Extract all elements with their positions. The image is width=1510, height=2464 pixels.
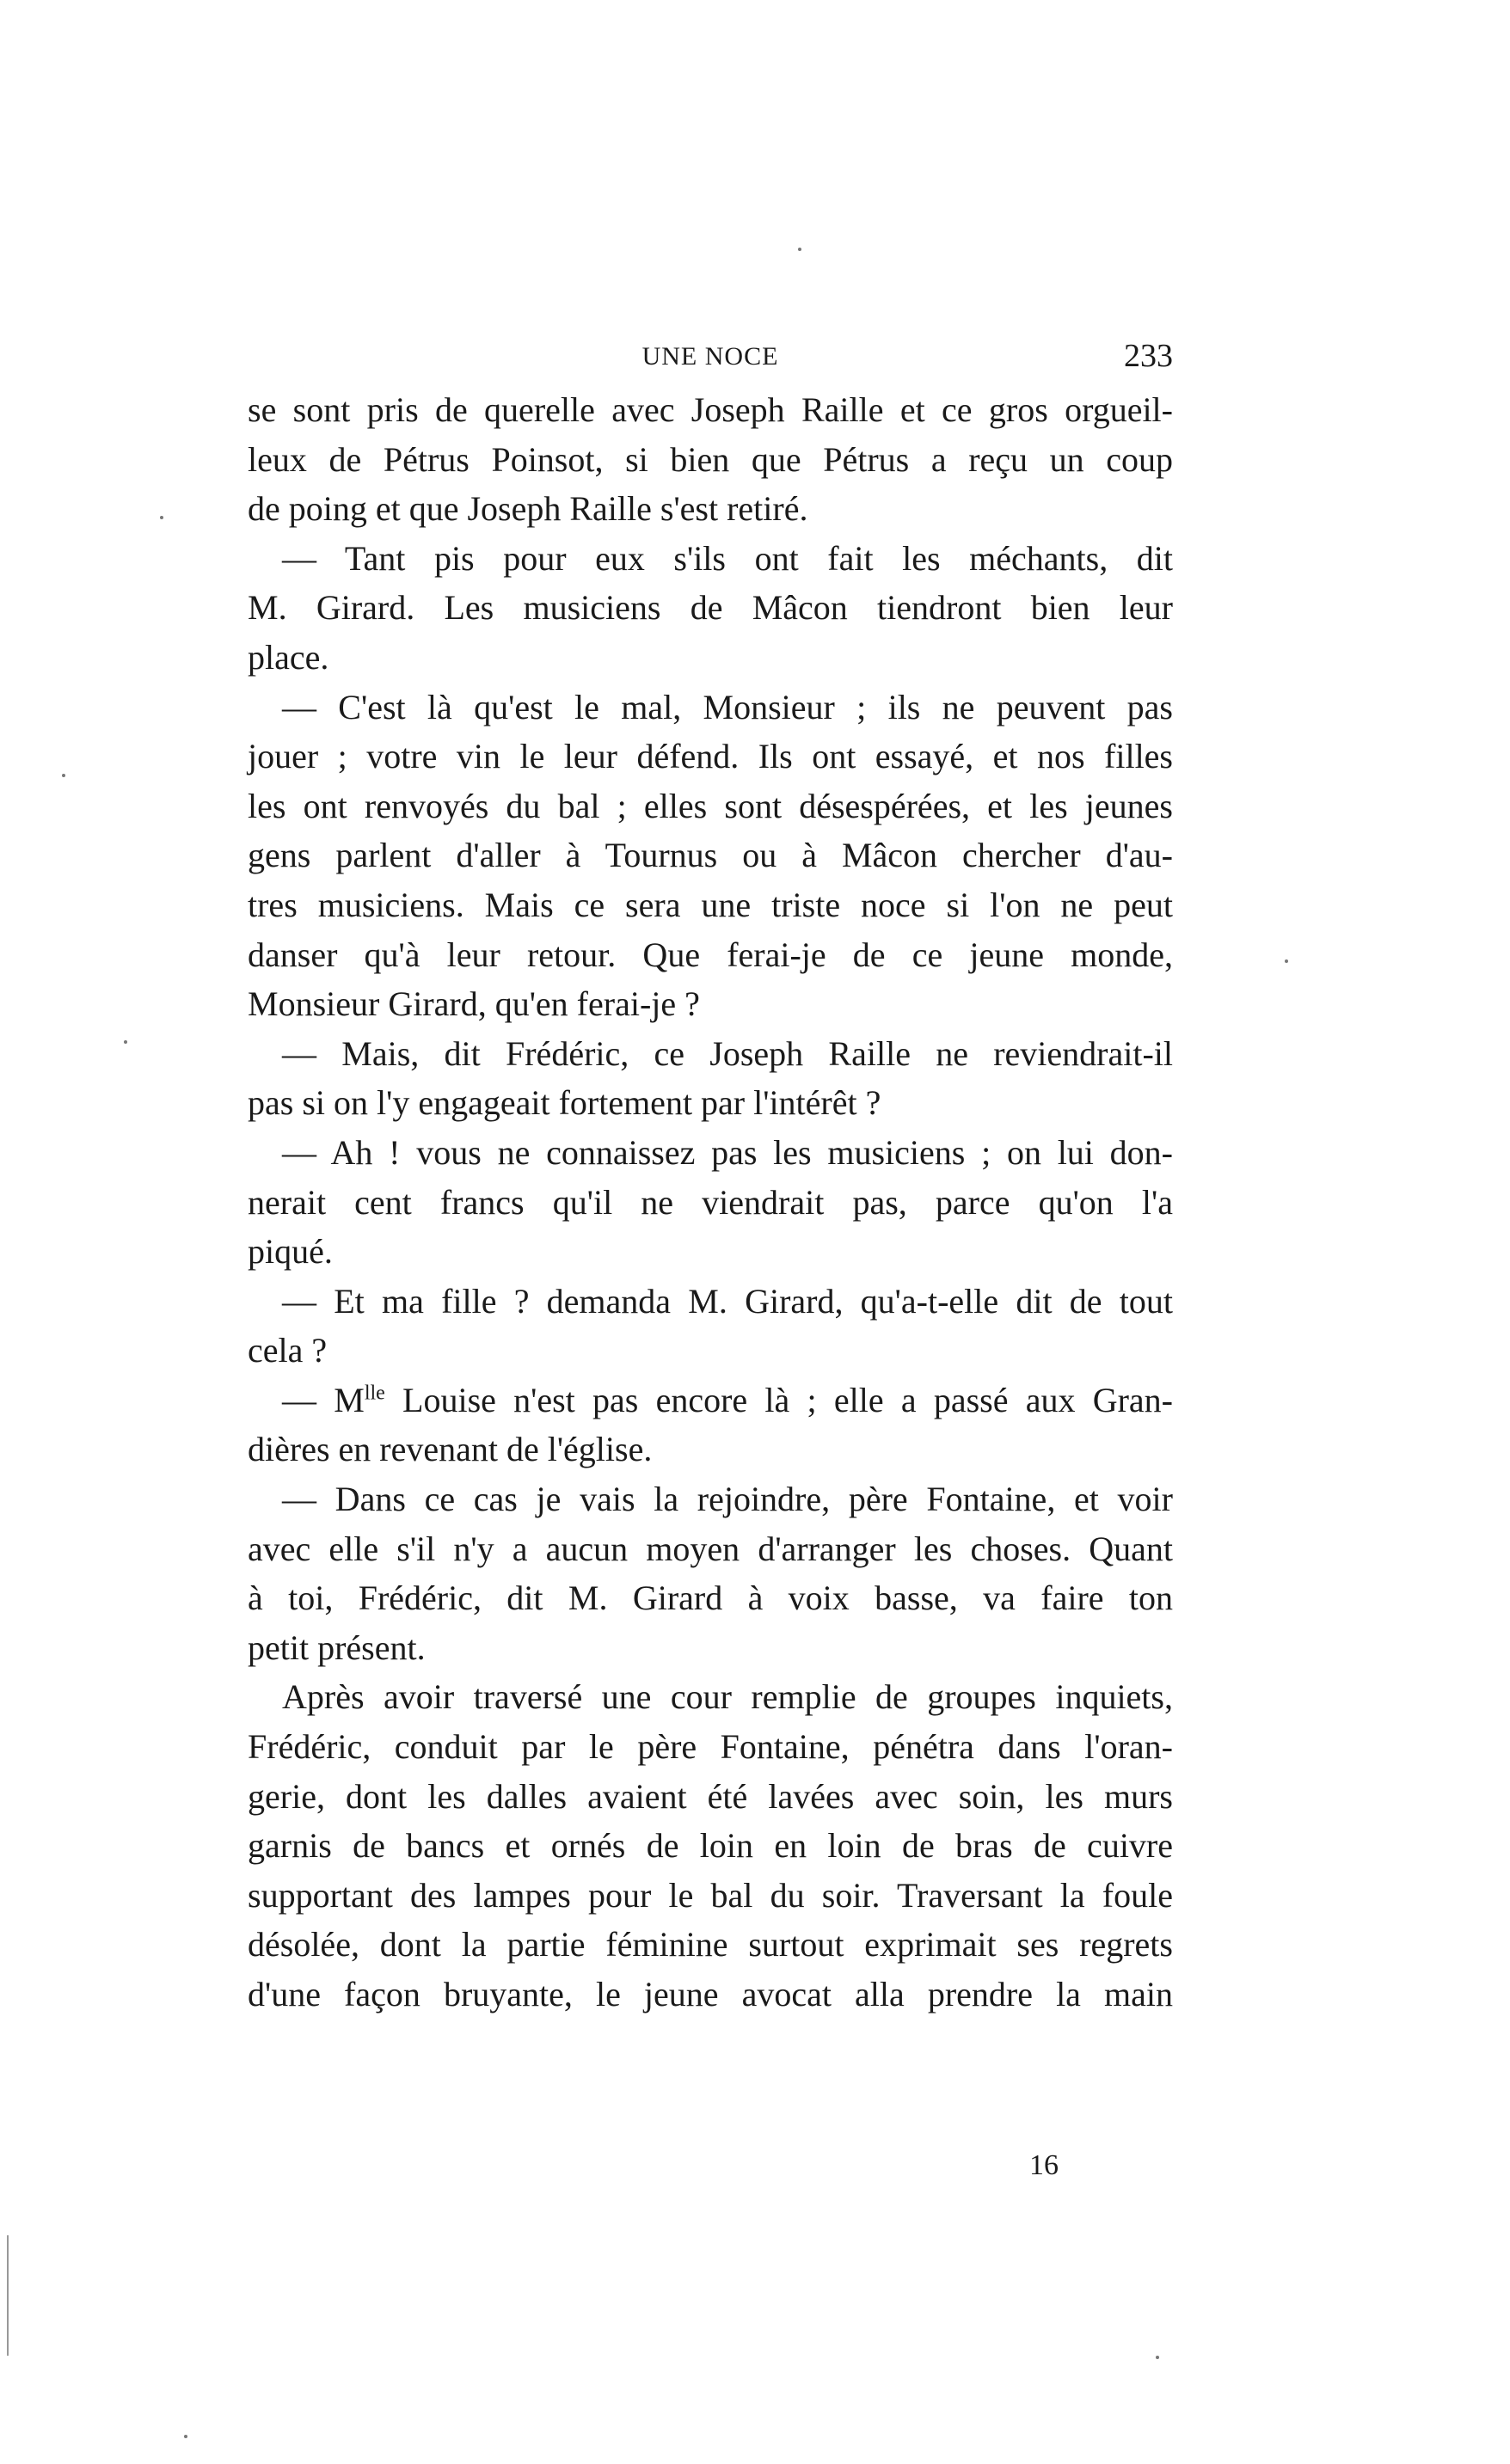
text-line-content: — Ah ! vous ne connaissez pas les musiciens ; on lui don- <box>282 1132 1173 1172</box>
text-line <box>248 1227 1173 1277</box>
text-line-content: avec elle s'il n'y a aucun moyen d'arranger les choses. Quant <box>248 1529 1173 1568</box>
text-line-content: désolée, dont la partie féminine surtout exprimait ses regrets <box>248 1925 1173 1964</box>
signature-mark: 16 <box>1029 2149 1059 2181</box>
text-line <box>248 633 1173 683</box>
text-line <box>248 1376 1173 1425</box>
text-line <box>248 831 1173 880</box>
text-line-content: cela ? <box>248 1331 328 1370</box>
text-line <box>248 1821 1173 1871</box>
text-line <box>248 1128 1173 1178</box>
scan-speck <box>1156 2356 1159 2359</box>
superscript-abbrev: lle <box>364 1382 385 1405</box>
text-line <box>248 1920 1173 1970</box>
text-line <box>248 732 1173 781</box>
text-line <box>248 435 1173 485</box>
text-line-content: nerait cent francs qu'il ne viendrait pas, parce qu'on l'a <box>248 1182 1173 1222</box>
text-line <box>248 1672 1173 1722</box>
text-line-content: d'une façon bruyante, le jeune avocat alla prendre la main <box>248 1975 1173 2013</box>
text-line-content: Après avoir traversé une cour remplie de groupes inquiets, <box>282 1677 1173 1717</box>
scan-speck <box>160 516 163 519</box>
text-line-content: jouer ; votre vin le leur défend. Ils ont essayé, et nos filles <box>248 737 1173 776</box>
text-line-content: gens parlent d'aller à Tournus ou à Mâcon chercher d'au- <box>248 836 1173 875</box>
running-head <box>248 337 1173 380</box>
text-line-content: Monsieur Girard, qu'en ferai-je ? <box>248 984 700 1024</box>
text-line <box>248 1277 1173 1327</box>
text-line <box>248 583 1173 633</box>
text-line-content: — C'est là qu'est le mal, Monsieur ; ils ne peuvent pas <box>282 687 1173 726</box>
text-line-content: de poing et que Joseph Raille s'est retiré. <box>248 489 808 529</box>
text-line <box>248 1078 1173 1128</box>
page-number: 233 <box>1124 338 1173 374</box>
text-line-continuation: Louise n'est pas encore là ; elle a passé aux Gran- <box>384 1380 1173 1419</box>
text-line-content: dières en revenant de l'église. <box>248 1430 653 1469</box>
text-line <box>248 880 1173 930</box>
scan-speck <box>798 248 801 251</box>
text-line <box>248 1326 1173 1376</box>
text-line <box>248 1474 1173 1524</box>
text-line <box>248 1871 1173 1921</box>
text-line-content: — Et ma fille ? demanda M. Girard, qu'a-t-elle dit de tout <box>282 1281 1173 1321</box>
text-line-content: les ont renvoyés du bal ; elles sont désespérées, et les jeunes <box>248 786 1173 825</box>
running-title: UNE NOCE <box>641 342 779 371</box>
text-line-content: M. Girard. Les musiciens de Mâcon tiendront bien leur <box>248 588 1173 628</box>
text-line <box>248 781 1173 831</box>
text-line-content: petit présent. <box>248 1627 426 1667</box>
text-line <box>248 534 1173 584</box>
scan-edge-mark <box>7 2235 9 2356</box>
text-line-content: tres musiciens. Mais ce sera une triste noce si l'on ne peut <box>248 885 1173 924</box>
scan-speck <box>124 1040 127 1044</box>
text-line-content: — Mais, dit Frédéric, ce Joseph Raille ne reviendrait-il <box>282 1033 1173 1073</box>
text-line-content: supportant des lampes pour le bal du soir. Traversant la foule <box>248 1875 1173 1915</box>
text-line <box>248 1178 1173 1228</box>
text-line <box>248 1573 1173 1623</box>
text-line <box>248 385 1173 435</box>
text-line-content: danser qu'à leur retour. Que ferai-je de ce jeune monde, <box>248 935 1173 974</box>
text-line <box>248 1029 1173 1079</box>
text-line <box>248 1425 1173 1474</box>
scan-speck <box>184 2435 187 2438</box>
text-line-content: se sont pris de querelle avec Joseph Raille et ce gros orgueil- <box>248 390 1173 429</box>
text-line-content: — Dans ce cas je vais la rejoindre, père Fontaine, et voir <box>282 1480 1173 1519</box>
text-line-content: gerie, dont les dalles avaient été lavées avec soin, les murs <box>248 1776 1173 1816</box>
text-line-content: pas si on l'y engageait fortement par l'intérêt ? <box>248 1083 881 1123</box>
text-line <box>248 1772 1173 1822</box>
text-line <box>248 1524 1173 1574</box>
text-line-content: à toi, Frédéric, dit M. Girard à voix basse, va faire ton <box>248 1578 1173 1618</box>
text-line <box>248 930 1173 980</box>
text-line-content: piqué. <box>248 1232 333 1272</box>
text-line-content: — Tant pis pour eux s'ils ont fait les méchants, dit <box>282 538 1173 578</box>
text-line <box>248 1970 1173 2020</box>
text-line-content: leux de Pétrus Poinsot, si bien que Pétrus a reçu un coup <box>248 439 1173 479</box>
scan-speck <box>62 774 65 777</box>
text-line <box>248 1623 1173 1673</box>
text-line <box>248 979 1173 1029</box>
text-line-content: place. <box>248 637 329 677</box>
text-line <box>248 1722 1173 1772</box>
text-line-content: garnis de bancs et ornés de loin en loin de bras de cuivre <box>248 1826 1173 1866</box>
text-line-content: Frédéric, conduit par le père Fontaine, pénétra dans l'oran- <box>248 1727 1173 1767</box>
scan-speck <box>1285 959 1288 963</box>
text-line <box>248 484 1173 534</box>
text-line-content: — M <box>282 1380 365 1419</box>
text-line <box>248 683 1173 732</box>
body-text <box>248 385 1173 2020</box>
